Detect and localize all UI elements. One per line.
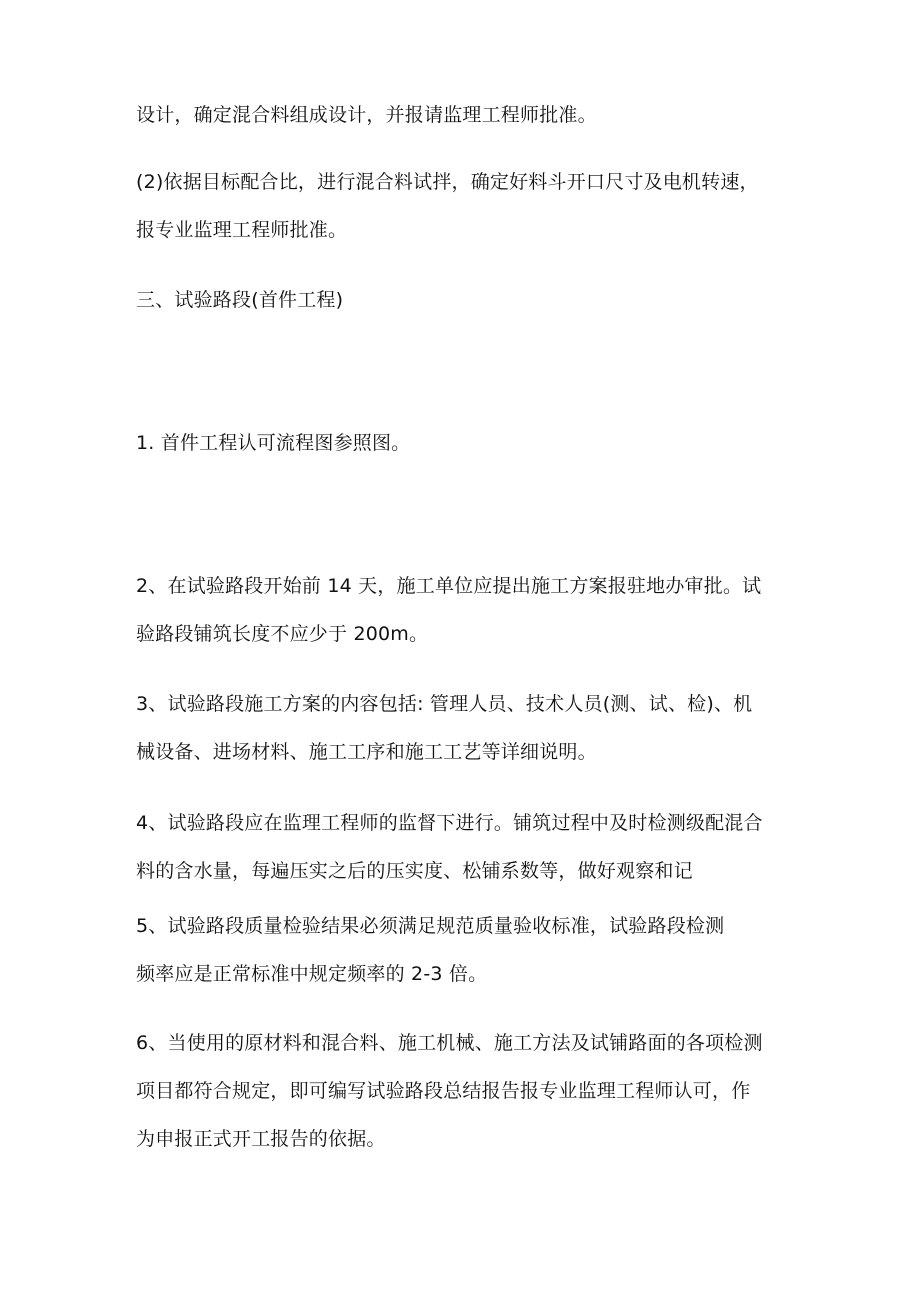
text-line: 料的含水量，每遍压实之后的压实度、松铺系数等，做好观察和记 xyxy=(136,860,693,882)
text-line: 1. 首件工程认可流程图参照图。 xyxy=(136,432,411,454)
text-line: 验路段铺筑长度不应少于 200m。 xyxy=(136,623,429,645)
text-line: 械设备、进场材料、施工工序和施工工艺等详细说明。 xyxy=(136,741,597,763)
text-line: 4、试验路段应在监理工程师的监督下进行。铺筑过程中及时检测级配混合 xyxy=(136,812,763,834)
text-line: 6、当使用的原材料和混合料、施工机械、施工方法及试铺路面的各项检测 xyxy=(136,1032,763,1054)
text-line: 频率应是正常标准中规定频率的 2-3 倍。 xyxy=(136,963,488,985)
text-line: 报专业监理工程师批准。 xyxy=(136,219,348,241)
text-line: 为申报正式开工报告的依据。 xyxy=(136,1128,386,1150)
text-line: 3、试验路段施工方案的内容包括: 管理人员、技术人员(测、试、检)、机 xyxy=(136,693,753,715)
text-line: (2)依据目标配合比，进行混合料试拌，确定好料斗开口尺寸及电机转速， xyxy=(136,171,759,193)
text-line: 项目都符合规定，即可编写试验路段总结报告报专业监理工程师认可，作 xyxy=(136,1080,751,1102)
section-heading: 三、试验路段(首件工程) xyxy=(136,289,344,311)
text-line: 2、在试验路段开始前 14 天，施工单位应提出施工方案报驻地办审批。试 xyxy=(136,575,762,597)
text-line: 5、试验路段质量检验结果必须满足规范质量验收标准，试验路段检测 xyxy=(136,915,725,937)
text-line: 设计，确定混合料组成设计，并报请监理工程师批准。 xyxy=(136,104,597,126)
